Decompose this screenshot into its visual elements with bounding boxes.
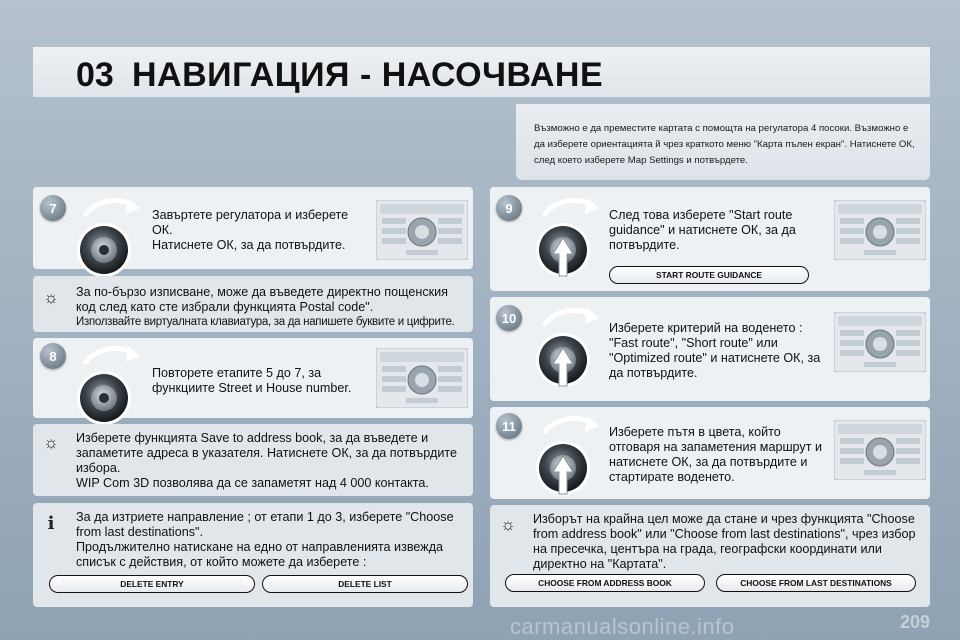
step-9-badge: 9 [496,195,522,221]
step-11-text: Изберете пътя в цвета, който отговаря на запаметения маршрут и натиснете ОК, за да потвърдите и стартирате воденето. [609,425,823,484]
sun-tip-icon: ☼ [43,288,59,307]
choose-from-last-destinations-button[interactable]: CHOOSE FROM LAST DESTINATIONS [716,574,916,592]
step-11-badge: 11 [496,413,522,439]
radio-unit-icon [834,420,926,480]
rotary-knob-push-icon [527,192,617,282]
radio-unit-icon [376,348,468,408]
choose-tip-text: Изборът на крайна цел може да стане и чрез функцията "Choose from address book" или "Choose from last destinations", чрез избор на пресечка, центъра на града, географски координати или директно на "Картата". [533,512,916,571]
radio-unit-icon [834,200,926,260]
step-9-text: След това изберете "Start route guidance" и натиснете ОК, за да потвърдите. [609,208,796,252]
step-7-badge: 7 [40,195,66,221]
intro-text: Възможно е да преместите картата с помощта на регулатора 4 посоки. Възможно е да изберете ориентацията й чрез краткото меню "Карта пълен екран". Натиснете ОК, след което изберете Map Settings и потвърдете. [534,123,915,166]
chapter-number: 03 [76,56,114,94]
rotary-knob-push-icon [527,302,617,392]
sun-tip-icon: ☼ [500,515,516,534]
postal-tip-text-2: Използвайте виртуалната клавиатура, за да напишете буквите и цифрите. [76,316,455,328]
page-title: НАВИГАЦИЯ - НАСОЧВАНЕ [132,56,604,94]
rotary-knob-push-icon [527,410,617,500]
page-number: 209 [900,612,931,632]
step-8-text: Повторете етапите 5 до 7, за функциите Street и House number. [152,366,352,395]
step-10-text: Изберете критерий на воденето : "Fast route", "Short route" или "Optimized route" и натиснете ОК, за да потвърдите. [609,321,821,380]
watermark: carmanualsonline.info [510,614,735,639]
info-icon: i [47,512,55,534]
step-7-text: Завъртете регулатора и изберете ОК. Натиснете ОК, за да потвърдите. [152,208,349,252]
save-tip-text: Изберете функцията Save to address book, за да въведете и запаметите адреса в указателя. Натиснете ОК, за да потвърдите избора. WIP Com 3D позволява да се запаметят над 4 000 контакта. [76,431,457,490]
postal-tip-text: За по-бързо изписване, може да въведете директно пощенския код след като сте избрали функцията Postal code". [76,285,448,314]
step-10-badge: 10 [496,305,522,331]
delete-entry-button[interactable]: DELETE ENTRY [49,575,255,593]
step-8-badge: 8 [40,343,66,369]
delete-info-text: За да изтриете направление ; от етапи 1 до 3, изберете "Choose from last destinations". Продължително натискане на едно от направленията извежда списък с действия, от който можете да изберете : [76,510,454,569]
rotary-knob-icon [68,192,158,282]
choose-from-address-book-button[interactable]: CHOOSE FROM ADDRESS BOOK [505,574,705,592]
radio-unit-icon [376,200,468,260]
radio-unit-icon [834,312,926,372]
rotary-knob-icon [68,340,158,430]
sun-tip-icon: ☼ [43,433,59,452]
delete-list-button[interactable]: DELETE LIST [262,575,468,593]
start-route-guidance-button[interactable]: START ROUTE GUIDANCE [609,266,809,284]
